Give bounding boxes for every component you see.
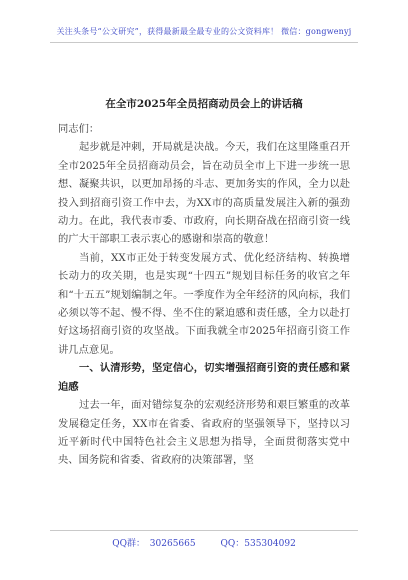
salutation: 同志们：: [58, 123, 100, 135]
footer-contact: [0, 536, 408, 549]
header-divider: [50, 42, 358, 43]
body-paragraph: 起步就是冲刺，开局就是决战。今天，我们在这里隆重召开全市2025年全员招商动员会，旨在动员全市上下进一步统一思想、凝聚共识，以更加昂扬的斗志、更加务实的作风，全力以赴投入到招商引资工作中去，为XX市的高质量发展注入新的强劲动力。在此，我代表市委、市政府，向长期奋战在招商引资一线的广大干部职工表示衷心的感谢和崇高的敬意！: [58, 141, 350, 246]
footer-divider: [50, 530, 358, 531]
footer-qq: QQ：535304092: [220, 539, 296, 549]
section-heading: 一、认清形势，坚定信心，切实增强招商引资的责任感和紧迫感: [58, 362, 350, 393]
header-notice: 关注头条号“公文研究”，获得最新最全最专业的公文资料库！ 微信：gongwenyj: [56, 27, 352, 36]
body-paragraph: 过去一年，面对错综复杂的宏观经济形势和艰巨繁重的改革发展稳定任务，XX市在省委、省政府的坚强领导下，坚持以习近平新时代中国特色社会主义思想为指导，全面贯彻落实党中央、国务院和省委、省政府的决策部署，坚: [58, 399, 350, 467]
footer-qq-group: QQ群： 30265665: [112, 539, 196, 549]
body-paragraph: 当前，XX市正处于转变发展方式、优化经济结构、转换增长动力的攻关期，也是实现“十四五”规划目标任务的收官之年和“十五五”规划编制之年。一季度作为全年经济的风向标，我们必须以等不起、慢不得、坐不住的紧迫感和责任感，全力以赴打好这场招商引资的攻坚战。下面我就全市2025年招商引资工作讲几点意见。: [58, 251, 350, 356]
document-title: 在全市2025年全员招商动员会上的讲话稿: [105, 98, 303, 110]
document-body: [58, 120, 350, 470]
